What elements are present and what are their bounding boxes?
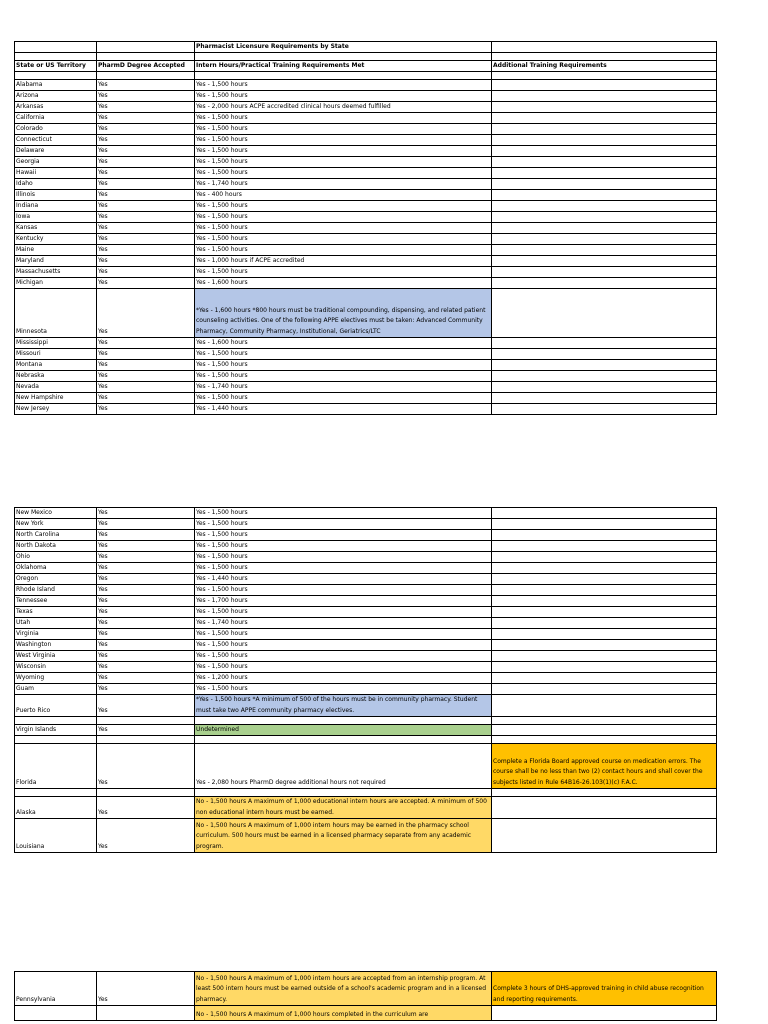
licensure-table-part-1 (14, 41, 717, 415)
state-cell[interactable]: Rhode Island (15, 585, 97, 596)
degree-cell[interactable]: Yes (97, 618, 195, 629)
table-row (15, 135, 717, 146)
intern-hours-cell[interactable]: No - 1,500 hours A maximum of 1,000 hours completed in the curriculum are (195, 1006, 492, 1021)
state-cell[interactable]: Montana (15, 360, 97, 371)
cell[interactable] (97, 42, 195, 53)
table-row (15, 168, 717, 179)
degree-cell[interactable]: Yes (97, 695, 195, 717)
table-row (15, 91, 717, 102)
state-cell[interactable]: New Jersey (15, 404, 97, 415)
table-row (15, 102, 717, 113)
table-row (15, 256, 717, 267)
table-row (15, 797, 717, 819)
degree-cell[interactable]: Yes (97, 102, 195, 113)
additional-training-cell[interactable] (492, 651, 717, 662)
degree-cell[interactable]: Yes (97, 519, 195, 530)
intern-hours-cell[interactable]: Yes - 1,500 hours (195, 651, 492, 662)
additional-training-cell[interactable] (492, 404, 717, 415)
table-row (15, 607, 717, 618)
table-row (15, 651, 717, 662)
state-cell[interactable]: Oregon (15, 574, 97, 585)
state-cell[interactable] (15, 717, 97, 725)
degree-cell[interactable]: Yes (97, 684, 195, 695)
degree-cell[interactable]: Yes (97, 360, 195, 371)
table-row (15, 695, 717, 717)
state-cell[interactable]: Puerto Rico (15, 695, 97, 717)
additional-training-cell[interactable]: Complete 3 hours of DHS-approved training in child abuse recognition and reporting requirements. (492, 972, 717, 1006)
additional-training-cell[interactable] (492, 289, 717, 338)
table-row (15, 717, 717, 725)
state-cell[interactable] (15, 1006, 97, 1021)
additional-training-cell[interactable] (492, 789, 717, 797)
additional-training-cell[interactable] (492, 382, 717, 393)
table-row (15, 629, 717, 640)
intern-hours-cell[interactable]: Yes - 1,740 hours (195, 382, 492, 393)
state-cell[interactable]: Tennessee (15, 596, 97, 607)
table-row (15, 552, 717, 563)
additional-training-cell[interactable]: Complete a Florida Board approved course on medication errors. The course shall be no less than two (2) contact hours and shall cover the subjects listed in Rule 64B16-26.103(1)(c) F.A.C. (492, 744, 717, 789)
degree-cell[interactable]: Yes (97, 662, 195, 673)
table-row (15, 596, 717, 607)
degree-cell[interactable]: Yes (97, 245, 195, 256)
state-cell[interactable]: Georgia (15, 157, 97, 168)
intern-hours-cell[interactable]: Yes - 1,500 hours (195, 508, 492, 519)
degree-cell[interactable]: Yes (97, 80, 195, 91)
intern-hours-cell[interactable]: No - 1,500 hours A maximum of 1,000 intern hours may be earned in the pharmacy school curriculum. 500 hours must be earned in a licensed pharmacy separate from any academic program. (195, 819, 492, 853)
additional-training-cell[interactable] (492, 338, 717, 349)
degree-cell[interactable] (97, 789, 195, 797)
intern-hours-cell[interactable]: Yes - 2,000 hours ACPE accredited clinical hours deemed fulfilled (195, 102, 492, 113)
state-cell[interactable]: Delaware (15, 146, 97, 157)
intern-hours-cell[interactable]: Yes - 1,500 hours (195, 146, 492, 157)
state-cell[interactable]: Maryland (15, 256, 97, 267)
table-row (15, 640, 717, 651)
table-row (15, 349, 717, 360)
intern-hours-cell[interactable]: Yes - 1,600 hours (195, 278, 492, 289)
degree-cell[interactable]: Yes (97, 201, 195, 212)
degree-cell[interactable]: Yes (97, 744, 195, 789)
intern-hours-cell[interactable]: Yes - 1,500 hours (195, 530, 492, 541)
table-row (15, 1006, 717, 1021)
table-row (15, 338, 717, 349)
intern-hours-cell[interactable]: Yes - 1,500 hours (195, 360, 492, 371)
table-row (15, 289, 717, 338)
additional-training-cell[interactable] (492, 1006, 717, 1021)
table-body (15, 972, 717, 1021)
degree-cell[interactable]: Yes (97, 393, 195, 404)
additional-training-cell[interactable] (492, 640, 717, 651)
intern-hours-cell[interactable]: Yes - 1,500 hours (195, 168, 492, 179)
degree-cell[interactable]: Yes (97, 124, 195, 135)
degree-cell[interactable]: Yes (97, 113, 195, 124)
state-cell[interactable]: Massachusetts (15, 267, 97, 278)
additional-training-cell[interactable] (492, 596, 717, 607)
additional-training-cell[interactable] (492, 168, 717, 179)
degree-cell[interactable]: Yes (97, 146, 195, 157)
state-cell[interactable]: Utah (15, 618, 97, 629)
table-row (15, 744, 717, 789)
additional-training-cell[interactable] (492, 349, 717, 360)
table-body (15, 508, 717, 853)
additional-training-cell[interactable] (492, 371, 717, 382)
degree-cell[interactable]: Yes (97, 574, 195, 585)
state-cell[interactable]: Iowa (15, 212, 97, 223)
additional-training-cell[interactable] (492, 508, 717, 519)
degree-cell[interactable]: Yes (97, 585, 195, 596)
degree-cell[interactable]: Yes (97, 234, 195, 245)
header-additional-training[interactable]: Additional Training Requirements (492, 61, 717, 72)
table-row (15, 371, 717, 382)
degree-cell[interactable]: Yes (97, 541, 195, 552)
table-row (15, 212, 717, 223)
additional-training-cell[interactable] (492, 124, 717, 135)
state-cell[interactable]: Florida (15, 744, 97, 789)
state-cell[interactable]: Pennsylvania (15, 972, 97, 1006)
state-cell[interactable]: Wyoming (15, 673, 97, 684)
table-row (15, 179, 717, 190)
table-row (15, 80, 717, 91)
degree-cell[interactable]: Yes (97, 278, 195, 289)
cell[interactable] (97, 72, 195, 80)
degree-cell[interactable]: Yes (97, 640, 195, 651)
state-cell[interactable]: Indiana (15, 201, 97, 212)
additional-training-cell[interactable] (492, 552, 717, 563)
state-cell[interactable]: Oklahoma (15, 563, 97, 574)
table-row (15, 585, 717, 596)
degree-cell[interactable]: Yes (97, 179, 195, 190)
table-row (15, 530, 717, 541)
additional-training-cell[interactable] (492, 157, 717, 168)
table-row (15, 234, 717, 245)
table-row (15, 404, 717, 415)
table-title[interactable]: Pharmacist Licensure Requirements by State (195, 42, 492, 53)
table-row (15, 190, 717, 201)
state-cell[interactable]: Alaska (15, 797, 97, 819)
table-body (15, 80, 717, 415)
table-row (15, 574, 717, 585)
additional-training-cell[interactable] (492, 223, 717, 234)
intern-hours-cell[interactable]: Yes - 1,500 hours (195, 393, 492, 404)
additional-training-cell[interactable] (492, 267, 717, 278)
degree-cell[interactable]: Yes (97, 725, 195, 736)
intern-hours-cell[interactable]: Yes - 1,740 hours (195, 618, 492, 629)
intern-hours-cell[interactable]: No - 1,500 hours A maximum of 1,000 educational intern hours are accepted. A minimum of 500 non educational intern hours must be earned. (195, 797, 492, 819)
degree-cell[interactable]: Yes (97, 338, 195, 349)
state-cell[interactable]: Virginia (15, 629, 97, 640)
intern-hours-cell[interactable]: *Yes - 1,600 hours *800 hours must be traditional compounding, dispensing, and related patient counseling activities. One of the following APPE electives must be taken: Advanced Community Pharmacy, Community Pharmacy, Institutional, Geriatrics/LTC (195, 289, 492, 338)
additional-training-cell[interactable] (492, 212, 717, 223)
additional-training-cell[interactable] (492, 146, 717, 157)
cell[interactable] (15, 53, 97, 61)
state-cell[interactable]: Washington (15, 640, 97, 651)
additional-training-cell[interactable] (492, 673, 717, 684)
state-cell[interactable]: Kansas (15, 223, 97, 234)
additional-training-cell[interactable] (492, 563, 717, 574)
state-cell[interactable]: New Mexico (15, 508, 97, 519)
intern-hours-cell[interactable]: Yes - 1,500 hours (195, 519, 492, 530)
degree-cell[interactable]: Yes (97, 223, 195, 234)
state-cell[interactable]: Mississippi (15, 338, 97, 349)
intern-hours-cell[interactable]: Yes - 1,500 hours (195, 201, 492, 212)
degree-cell[interactable]: Yes (97, 673, 195, 684)
additional-training-cell[interactable] (492, 393, 717, 404)
intern-hours-cell[interactable]: Yes - 1,440 hours (195, 404, 492, 415)
additional-training-cell[interactable] (492, 819, 717, 853)
state-cell[interactable]: Nebraska (15, 371, 97, 382)
degree-cell[interactable]: Yes (97, 552, 195, 563)
intern-hours-cell[interactable] (195, 789, 492, 797)
degree-cell[interactable]: Yes (97, 629, 195, 640)
intern-hours-cell[interactable]: Yes - 1,500 hours (195, 684, 492, 695)
state-cell[interactable]: Guam (15, 684, 97, 695)
additional-training-cell[interactable] (492, 541, 717, 552)
intern-hours-cell[interactable]: No - 1,500 hours A maximum of 1,000 intern hours are accepted from an internship program. At least 500 intern hours must be earned outside of a school's academic program and in a licensed pharmacy. (195, 972, 492, 1006)
table-row (15, 278, 717, 289)
cell[interactable] (492, 42, 717, 53)
state-cell[interactable]: Illinois (15, 190, 97, 201)
table-row (15, 541, 717, 552)
state-cell[interactable] (15, 789, 97, 797)
state-cell[interactable]: Kentucky (15, 234, 97, 245)
additional-training-cell[interactable] (492, 278, 717, 289)
degree-cell[interactable]: Yes (97, 371, 195, 382)
degree-cell[interactable]: Yes (97, 190, 195, 201)
table-row (15, 684, 717, 695)
additional-training-cell[interactable] (492, 201, 717, 212)
state-cell[interactable]: Wisconsin (15, 662, 97, 673)
table-row (15, 725, 717, 736)
header-degree[interactable]: PharmD Degree Accepted (97, 61, 195, 72)
cell[interactable] (195, 53, 492, 61)
state-cell[interactable]: Minnesota (15, 289, 97, 338)
table-row (15, 819, 717, 853)
additional-training-cell[interactable] (492, 530, 717, 541)
intern-hours-cell[interactable]: Yes - 1,500 hours (195, 662, 492, 673)
additional-training-cell[interactable] (492, 113, 717, 124)
state-cell[interactable]: Idaho (15, 179, 97, 190)
intern-hours-cell[interactable]: Yes - 1,500 hours (195, 552, 492, 563)
degree-cell[interactable]: Yes (97, 256, 195, 267)
state-cell[interactable]: New Hampshire (15, 393, 97, 404)
state-cell[interactable]: Texas (15, 607, 97, 618)
cell[interactable] (195, 72, 492, 80)
degree-cell[interactable]: Yes (97, 530, 195, 541)
table-row (15, 146, 717, 157)
degree-cell[interactable] (97, 736, 195, 744)
state-cell[interactable]: Alabama (15, 80, 97, 91)
table-row (15, 519, 717, 530)
state-cell[interactable]: North Dakota (15, 541, 97, 552)
degree-cell[interactable]: Yes (97, 349, 195, 360)
state-cell[interactable]: Arkansas (15, 102, 97, 113)
table-row (15, 267, 717, 278)
table-row (15, 736, 717, 744)
intern-hours-cell[interactable] (195, 736, 492, 744)
intern-hours-cell[interactable]: Yes - 1,500 hours (195, 245, 492, 256)
table-row (15, 789, 717, 797)
cell[interactable] (15, 42, 97, 53)
additional-training-cell[interactable] (492, 717, 717, 725)
state-cell[interactable]: Virgin Islands (15, 725, 97, 736)
state-cell[interactable]: Colorado (15, 124, 97, 135)
state-cell[interactable]: Connecticut (15, 135, 97, 146)
intern-hours-cell[interactable]: Yes - 1,440 hours (195, 574, 492, 585)
cell[interactable] (492, 72, 717, 80)
degree-cell[interactable]: Yes (97, 596, 195, 607)
cell[interactable] (97, 53, 195, 61)
table-row (15, 618, 717, 629)
additional-training-cell[interactable] (492, 684, 717, 695)
table-row (15, 245, 717, 256)
intern-hours-cell[interactable]: Yes - 1,500 hours (195, 113, 492, 124)
intern-hours-cell[interactable]: Yes - 400 hours (195, 190, 492, 201)
state-cell[interactable]: California (15, 113, 97, 124)
degree-cell[interactable] (97, 1006, 195, 1021)
degree-cell[interactable]: Yes (97, 651, 195, 662)
intern-hours-cell[interactable]: Yes - 1,500 hours (195, 124, 492, 135)
additional-training-cell[interactable] (492, 245, 717, 256)
header-state[interactable]: State or US Territory (15, 61, 97, 72)
intern-hours-cell[interactable]: Yes - 1,500 hours (195, 267, 492, 278)
intern-hours-cell[interactable]: Yes - 1,500 hours (195, 80, 492, 91)
degree-cell[interactable]: Yes (97, 972, 195, 1006)
additional-training-cell[interactable] (492, 662, 717, 673)
state-cell[interactable]: Ohio (15, 552, 97, 563)
additional-training-cell[interactable] (492, 256, 717, 267)
intern-hours-cell[interactable]: Yes - 1,000 hours if ACPE accredited (195, 256, 492, 267)
additional-training-cell[interactable] (492, 585, 717, 596)
intern-hours-cell[interactable]: *Yes - 1,500 hours *A minimum of 500 of the hours must be in community pharmacy. Student must take two APPE community pharmacy electives. (195, 695, 492, 717)
state-cell[interactable] (15, 736, 97, 744)
table-row (15, 113, 717, 124)
additional-training-cell[interactable] (492, 179, 717, 190)
state-cell[interactable]: Louisiana (15, 819, 97, 853)
table-row (15, 508, 717, 519)
intern-hours-cell[interactable]: Yes - 1,500 hours (195, 371, 492, 382)
intern-hours-cell[interactable]: Yes - 1,600 hours (195, 338, 492, 349)
degree-cell[interactable]: Yes (97, 289, 195, 338)
state-cell[interactable]: North Carolina (15, 530, 97, 541)
intern-hours-cell[interactable]: Yes - 1,500 hours (195, 234, 492, 245)
degree-cell[interactable]: Yes (97, 819, 195, 853)
degree-cell[interactable] (97, 717, 195, 725)
table-row (15, 157, 717, 168)
intern-hours-cell[interactable]: Yes - 2,080 hours PharmD degree additional hours not required (195, 744, 492, 789)
intern-hours-cell[interactable]: Yes - 1,500 hours (195, 640, 492, 651)
additional-training-cell[interactable] (492, 234, 717, 245)
additional-training-cell[interactable] (492, 519, 717, 530)
degree-cell[interactable]: Yes (97, 563, 195, 574)
state-cell[interactable]: Missouri (15, 349, 97, 360)
intern-hours-cell[interactable]: Yes - 1,500 hours (195, 563, 492, 574)
table-row (15, 662, 717, 673)
intern-hours-cell[interactable]: Yes - 1,700 hours (195, 596, 492, 607)
degree-cell[interactable]: Yes (97, 267, 195, 278)
state-cell[interactable]: Maine (15, 245, 97, 256)
intern-hours-cell[interactable]: Undetermined (195, 725, 492, 736)
state-cell[interactable]: Nevada (15, 382, 97, 393)
table-row (15, 393, 717, 404)
table-row (15, 124, 717, 135)
additional-training-cell[interactable] (492, 607, 717, 618)
intern-hours-cell[interactable]: Yes - 1,500 hours (195, 135, 492, 146)
licensure-table-part-2 (14, 507, 717, 853)
state-cell[interactable]: Hawaii (15, 168, 97, 179)
degree-cell[interactable]: Yes (97, 382, 195, 393)
state-cell[interactable]: Arizona (15, 91, 97, 102)
intern-hours-cell[interactable]: Yes - 1,500 hours (195, 349, 492, 360)
additional-training-cell[interactable] (492, 190, 717, 201)
table-row (15, 972, 717, 1006)
degree-cell[interactable]: Yes (97, 157, 195, 168)
degree-cell[interactable]: Yes (97, 212, 195, 223)
intern-hours-cell[interactable]: Yes - 1,500 hours (195, 157, 492, 168)
intern-hours-cell[interactable]: Yes - 1,200 hours (195, 673, 492, 684)
degree-cell[interactable]: Yes (97, 508, 195, 519)
state-cell[interactable]: West Virginia (15, 651, 97, 662)
table-row (15, 223, 717, 234)
degree-cell[interactable]: Yes (97, 91, 195, 102)
additional-training-cell[interactable] (492, 102, 717, 113)
degree-cell[interactable]: Yes (97, 607, 195, 618)
additional-training-cell[interactable] (492, 574, 717, 585)
additional-training-cell[interactable] (492, 736, 717, 744)
table-row (15, 360, 717, 371)
intern-hours-cell[interactable]: Yes - 1,500 hours (195, 585, 492, 596)
additional-training-cell[interactable] (492, 80, 717, 91)
degree-cell[interactable]: Yes (97, 168, 195, 179)
intern-hours-cell[interactable]: Yes - 1,500 hours (195, 541, 492, 552)
table-row (15, 382, 717, 393)
degree-cell[interactable]: Yes (97, 797, 195, 819)
additional-training-cell[interactable] (492, 135, 717, 146)
intern-hours-cell[interactable]: Yes - 1,500 hours (195, 223, 492, 234)
additional-training-cell[interactable] (492, 629, 717, 640)
licensure-table-part-3 (14, 971, 717, 1021)
state-cell[interactable]: Michigan (15, 278, 97, 289)
additional-training-cell[interactable] (492, 725, 717, 736)
additional-training-cell[interactable] (492, 360, 717, 371)
intern-hours-cell[interactable]: Yes - 1,500 hours (195, 212, 492, 223)
degree-cell[interactable]: Yes (97, 135, 195, 146)
table-row (15, 563, 717, 574)
intern-hours-cell[interactable]: Yes - 1,500 hours (195, 91, 492, 102)
intern-hours-cell[interactable]: Yes - 1,740 hours (195, 179, 492, 190)
state-cell[interactable]: New York (15, 519, 97, 530)
intern-hours-cell[interactable]: Yes - 1,500 hours (195, 629, 492, 640)
additional-training-cell[interactable] (492, 695, 717, 717)
additional-training-cell[interactable] (492, 797, 717, 819)
cell[interactable] (15, 72, 97, 80)
cell[interactable] (492, 53, 717, 61)
header-intern-hours[interactable]: Intern Hours/Practical Training Requirements Met (195, 61, 492, 72)
additional-training-cell[interactable] (492, 618, 717, 629)
table-row (15, 673, 717, 684)
degree-cell[interactable]: Yes (97, 404, 195, 415)
additional-training-cell[interactable] (492, 91, 717, 102)
intern-hours-cell[interactable] (195, 717, 492, 725)
table-row (15, 201, 717, 212)
intern-hours-cell[interactable]: Yes - 1,500 hours (195, 607, 492, 618)
